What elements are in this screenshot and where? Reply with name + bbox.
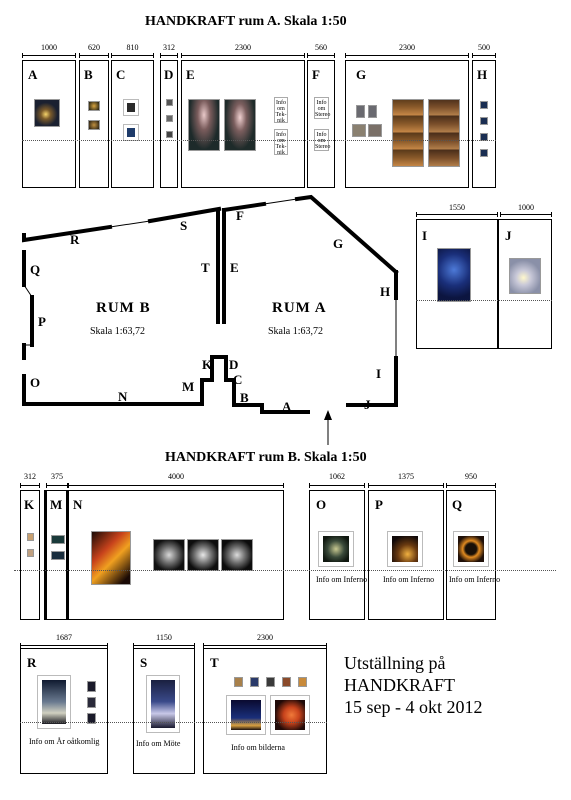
wall-t-small-2 — [250, 677, 259, 687]
plan-wall-ij — [348, 358, 396, 405]
wall-o — [309, 490, 368, 620]
dim-line-m — [46, 485, 68, 486]
wall-k-photo-2 — [27, 549, 34, 557]
wall-f-info-2: Info om Stereo — [314, 129, 329, 151]
wall-i — [416, 219, 498, 349]
dim-o: 1062 — [329, 472, 345, 481]
wall-t-frame-2 — [270, 695, 310, 735]
wall-n-label: N — [73, 497, 83, 512]
wall-t-info: Info om bilderna — [231, 743, 285, 752]
dim-a: 1000 — [41, 43, 57, 52]
plan-label-g: G — [333, 236, 344, 251]
plan-label-b: B — [240, 390, 249, 405]
plan-gap-f-g — [264, 199, 297, 204]
plan-label-p: P — [38, 314, 46, 329]
plan-label-f: F — [236, 208, 244, 223]
wall-s — [133, 648, 195, 774]
plan-gap-r-s — [110, 221, 150, 227]
wall-o-frame — [318, 531, 354, 567]
wall-p-info: Info om Inferno — [383, 575, 435, 584]
wall-t-small-1 — [234, 677, 243, 687]
wall-r-small-2 — [87, 697, 96, 708]
wall-t-label: T — [210, 655, 219, 670]
dim-line-n — [68, 485, 284, 486]
room-a-title: HANDKRAFT rum A. Skala 1:50 — [145, 14, 347, 29]
room-b-title: HANDKRAFT rum B. Skala 1:50 — [165, 450, 367, 465]
dim-g: 2300 — [399, 43, 415, 52]
dim-h: 500 — [478, 43, 490, 52]
plan-label-j: J — [364, 397, 371, 412]
wall-o-info: Info om Inferno — [316, 575, 368, 584]
dim-d: 312 — [163, 43, 175, 52]
wall-m — [44, 490, 68, 620]
wall-s-label: S — [140, 655, 148, 670]
plan-label-i: I — [376, 366, 382, 381]
wall-n-photo-1 — [91, 531, 131, 585]
wall-q-info: Info om Inferno — [449, 575, 501, 584]
wall-m-label: M — [50, 497, 63, 512]
wall-g-label: G — [356, 67, 367, 82]
wall-p-label: P — [375, 497, 383, 512]
wall-t-small-4 — [282, 677, 291, 687]
wall-q — [446, 490, 501, 620]
dim-p: 1375 — [398, 472, 414, 481]
dim-b: 620 — [88, 43, 100, 52]
dim-line-t — [203, 645, 327, 646]
dim-line-j — [500, 214, 552, 215]
wall-a-label: A — [28, 67, 38, 82]
dim-t: 2300 — [257, 633, 273, 642]
dim-k: 312 — [24, 472, 36, 481]
plan-label-e: E — [230, 260, 239, 275]
room-a-scale: Skala 1:63,72 — [268, 326, 323, 337]
plan-label-h: H — [380, 284, 391, 299]
wall-q-frame — [453, 531, 489, 567]
exhibition-line-3: 15 sep - 4 okt 2012 — [344, 697, 483, 717]
wall-q-label: Q — [452, 497, 463, 512]
plan-label-r: R — [70, 232, 80, 247]
wall-r-small-1 — [87, 681, 96, 692]
dim-q: 950 — [465, 472, 477, 481]
wall-t-small-5 — [298, 677, 307, 687]
plan-wall-r — [24, 227, 110, 240]
eye-level-line-ij — [416, 300, 552, 301]
dim-s: 1150 — [156, 633, 172, 642]
dim-line-q — [446, 485, 496, 486]
wall-m-photo-2 — [51, 551, 65, 560]
wall-j-photo — [509, 258, 541, 294]
dim-line-s — [133, 645, 195, 646]
dim-line-i — [416, 214, 498, 215]
dim-j: 1000 — [518, 203, 534, 212]
wall-r-frame — [37, 675, 71, 729]
plan-label-a: A — [282, 399, 292, 414]
dim-line-k — [20, 485, 40, 486]
wall-e-info-2: Info om Tek- nik — [274, 129, 288, 155]
wall-o-label: O — [316, 497, 327, 512]
plan-label-d: D — [229, 357, 239, 372]
wall-p-frame — [387, 531, 423, 567]
wall-n-photo-3 — [187, 539, 219, 571]
wall-n-photo-4 — [221, 539, 253, 571]
dim-c: 810 — [126, 43, 139, 52]
wall-p — [368, 490, 444, 620]
wall-e-label: E — [186, 67, 195, 82]
dim-line-r — [20, 645, 108, 646]
wall-i-label: I — [422, 228, 428, 243]
wall-s-info: Info om Möte — [136, 739, 181, 748]
dim-e: 2300 — [235, 43, 251, 52]
plan-label-t: T — [201, 260, 210, 275]
dim-i: 1550 — [449, 203, 465, 212]
plan-wall-g — [297, 197, 396, 272]
wall-k-photo-1 — [27, 533, 34, 541]
wall-i-photo — [437, 248, 471, 302]
wall-b-label: B — [84, 67, 93, 82]
wall-c-label: C — [116, 67, 126, 82]
plan-label-q: Q — [30, 262, 41, 277]
wall-m-photo-1 — [51, 535, 65, 544]
wall-r-label: R — [27, 655, 37, 670]
plan-label-s: S — [180, 218, 188, 233]
wall-e-info-1: Info om Tek- nik — [274, 97, 288, 123]
plan-label-n: N — [118, 389, 128, 404]
room-a-name: RUM A — [272, 300, 327, 316]
eye-level-line-b — [14, 570, 556, 571]
plan-label-k: K — [202, 357, 213, 372]
entrance-arrow-head — [324, 410, 332, 420]
eye-level-line-rst — [20, 722, 327, 723]
exhibition-line-1: Utställning på — [344, 653, 446, 673]
wall-d-label: D — [164, 67, 174, 82]
wall-f-label: F — [312, 67, 320, 82]
wall-j — [498, 219, 552, 349]
wall-n — [66, 490, 284, 620]
plan-wall-f — [224, 204, 264, 210]
wall-t-small-3 — [266, 677, 275, 687]
wall-r — [20, 648, 108, 774]
dim-r: 1687 — [56, 633, 72, 642]
wall-n-photo-2 — [153, 539, 185, 571]
plan-label-m: M — [182, 379, 195, 394]
plan-wall-nm — [24, 376, 202, 404]
dim-line-o — [309, 485, 365, 486]
dim-line-p — [368, 485, 444, 486]
dim-n: 4000 — [168, 472, 184, 481]
room-b-scale: Skala 1:63,72 — [90, 326, 145, 337]
wall-k — [20, 490, 40, 620]
wall-h-label: H — [477, 67, 488, 82]
wall-j-label: J — [505, 228, 512, 243]
plan-label-o: O — [30, 375, 41, 390]
wall-f-info-1: Info om Stereo — [314, 97, 329, 119]
wall-t — [203, 648, 327, 774]
room-b-name: RUM B — [96, 300, 151, 316]
wall-r-info: Info om År oåtkomlig — [29, 737, 100, 746]
exhibition-line-2: HANDKRAFT — [344, 675, 456, 695]
wall-k-label: K — [24, 497, 35, 512]
dim-f: 560 — [315, 43, 327, 52]
dim-m: 375 — [51, 472, 63, 481]
wall-s-frame — [146, 675, 180, 733]
wall-t-frame-1 — [226, 695, 266, 735]
plan-label-c: C — [233, 372, 243, 387]
